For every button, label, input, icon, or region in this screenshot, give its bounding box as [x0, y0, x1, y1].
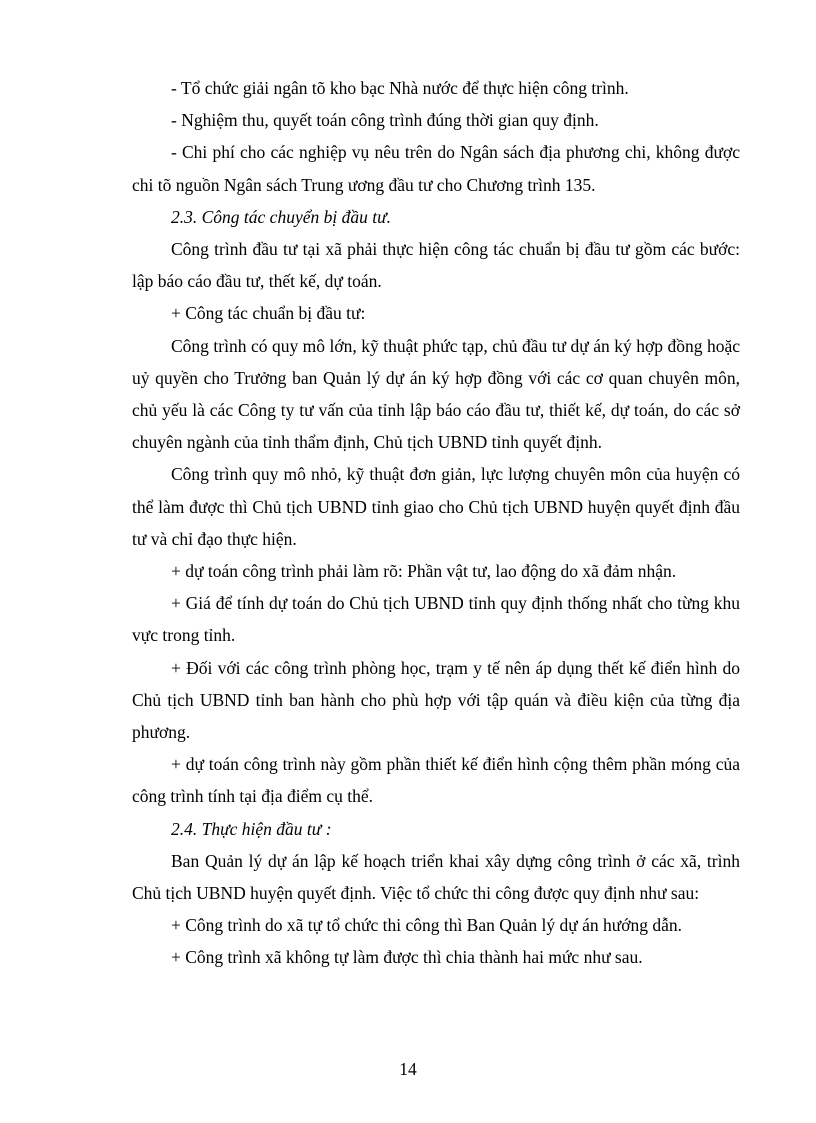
paragraph: + dự toán công trình này gồm phần thiết kế điển hình cộng thêm phần móng của công trình tính tại địa điểm cụ thể. [132, 754, 740, 807]
paragraph: + Công trình do xã tự tổ chức thi công thì Ban Quản lý dự án hướng dẫn. [171, 915, 683, 936]
paragraph: - Chi phí cho các nghiệp vụ nêu trên do Ngân sách địa phương chi, không được chi tõ nguồn Ngân sách Trung ương đầu tư cho Chương trình 135. [132, 142, 740, 195]
paragraph: Công trình có quy mô lớn, kỹ thuật phức tạp, chủ đầu tư dự án ký hợp đồng hoặc uỷ quyền cho Trưởng ban Quản lý dự án ký hợp đồng với các cơ quan chuyên môn, chủ yếu là các Công ty tư vấn của tỉnh lập báo cáo đầu tư, thiết kế, dự toán, do các sở chuyên ngành của tỉnh thẩm định, Chủ tịch UBND tỉnh quyết định. [132, 335, 740, 453]
paragraph: + Giá để tính dự toán do Chủ tịch UBND tỉnh quy định thống nhất cho từng khu vực trong tỉnh. [132, 593, 740, 646]
paragraph: Công trình quy mô nhỏ, kỹ thuật đơn giản, lực lượng chuyên môn của huyện có thể làm được thì Chủ tịch UBND tỉnh giao cho Chủ tịch UBND huyện quyết định đầu tư và chỉ đạo thực hiện. [132, 464, 740, 549]
paragraph: Ban Quản lý dự án lập kế hoạch triển khai xây dựng công trình ở các xã, trình Chủ tịch UBND huyện quyết định. Việc tổ chức thi công được quy định như sau: [132, 850, 740, 904]
paragraph: - Tổ chức giải ngân tõ kho bạc Nhà nước để thực hiện công trình. [171, 78, 629, 98]
section-heading: 2.3. Công tác chuyển bị đầu tư. [171, 206, 391, 227]
page-number: 14 [399, 1059, 417, 1079]
paragraph: + dự toán công trình phải làm rõ: Phần vật tư, lao động do xã đảm nhận. [171, 561, 677, 582]
paragraph: - Nghiệm thu, quyết toán công trình đúng thời gian quy định. [171, 110, 599, 131]
paragraph: + Công tác chuẩn bị đầu tư: [171, 303, 366, 324]
body-text [132, 72, 740, 974]
paragraph: Công trình đầu tư tại xã phải thực hiện công tác chuẩn bị đầu tư gồm các bước: lập báo cáo đầu tư, thết kế, dự toán. [132, 239, 740, 292]
paragraph: + Đối với các công trình phòng học, trạm y tế nên áp dụng thết kế điển hình do Chủ tịch UBND tỉnh ban hành cho phù hợp với tập quán và điều kiện của từng địa phương. [132, 657, 740, 743]
section-heading: 2.4. Thực hiện đầu tư : [171, 818, 332, 839]
paragraph: + Công trình xã không tự làm được thì chia thành hai mức như sau. [171, 947, 643, 968]
